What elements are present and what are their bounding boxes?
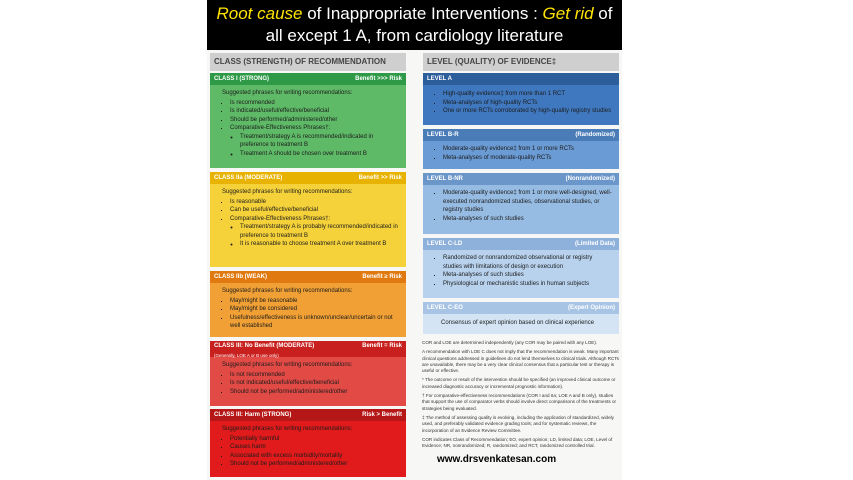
level-b-nr-box	[423, 173, 619, 234]
list-item: ▪ Is not indicated/useful/effective/beneficial	[230, 379, 400, 388]
level-b-nr-name: LEVEL B-NR	[427, 176, 463, 182]
level-c-ld-bar	[423, 238, 619, 250]
sub-list-item: ◦ Treatment A should be chosen over treatment B	[240, 150, 400, 159]
class-iii-harm-relation: Risk > Benefit	[362, 412, 402, 418]
class-iib-lead: Suggested phrases for writing recommendations:	[222, 288, 353, 294]
class-i-lead: Suggested phrases for writing recommendations:	[222, 90, 353, 96]
list-item: ▪ Should not be performed/administered/other	[230, 460, 400, 469]
list-item: ▪ One or more RCTs corroborated by high-quality registry studies	[443, 107, 613, 116]
list-item: ▪ Is not recommended	[230, 371, 400, 380]
class-iii-harm-name: CLASS III: Harm (STRONG)	[214, 412, 292, 418]
level-c-ld-qualifier: (Limited Data)	[574, 241, 615, 247]
level-b-r-name: LEVEL B-R	[427, 132, 459, 138]
list-item	[230, 215, 400, 249]
title-highlight-get-rid: Get rid	[542, 4, 594, 23]
list-item: ▪ Should not be performed/administered/other	[230, 388, 400, 397]
list-item: ▪ Meta-analyses of high-quality RCTs	[443, 99, 613, 108]
list-item: ▪ Meta-analyses of such studies	[443, 215, 613, 224]
level-c-eo-qualifier: (Expert Opinion)	[568, 305, 615, 311]
footnote: A recommendation with LOE C does not imply that the recommendation is weak. Many important clinical questions addressed in guidelines do not lend themselves to clinical trials. Although RCTs are unavailable, there may be a very clear clinical consensus that a particular test or therapy is useful or effective.	[422, 349, 619, 374]
list-item: ▪ Meta-analyses of such studies	[443, 271, 613, 280]
cor-column-header: CLASS (STRENGTH) OF RECOMMENDATION	[210, 53, 406, 71]
list-item: ▪ May/might be considered	[230, 305, 400, 314]
level-c-ld-name: LEVEL C-LD	[427, 241, 463, 247]
title-highlight-root-cause: Root cause	[216, 4, 303, 23]
footnotes	[422, 340, 620, 452]
class-iib-name: CLASS IIb (WEAK)	[214, 274, 267, 280]
list-item	[230, 124, 400, 158]
list-item: ▪ High-quality evidence‡ from more than 1 RCT	[443, 90, 613, 99]
class-iii-harm-lead: Suggested phrases for writing recommendations:	[222, 426, 353, 432]
class-iia-lead: Suggested phrases for writing recommendations:	[222, 189, 353, 195]
list-item: ▪ Can be useful/effective/beneficial	[230, 206, 400, 215]
level-b-nr-qualifier: (Nonrandomized)	[565, 176, 615, 182]
sub-list-item: ◦ Treatment/strategy A is probably recommended/indicated in preference to treatment B	[240, 223, 400, 240]
footnote: COR indicates Class of Recommendation; EO, expert opinion; LD, limited data; LOE, Level of Evidence; NR, nonrandomized; R, randomized; and RCT, randomized controlled trial.	[422, 436, 613, 449]
class-iii-no-benefit-lead: Suggested phrases for writing recommendations:	[222, 362, 353, 368]
class-iii-harm-body	[210, 421, 406, 477]
list-item: ▪ Moderate-quality evidence‡ from 1 or more RCTs	[443, 145, 613, 154]
class-iia-bar	[210, 172, 406, 184]
list-item: ▪ May/might be reasonable	[230, 297, 400, 306]
class-iii-no-benefit-name: CLASS III: No Benefit (MODERATE)	[214, 343, 315, 349]
footnote: ‡ The method of assessing quality is evolving, including the application of standardized, widely used, and preferably validated evidence grading tools; and for systematic reviews, the incorporation of an Evidence Review Committee.	[422, 414, 614, 433]
title-text-2: of all except 1 A, from cardiology literature	[265, 4, 613, 45]
class-iii-harm-box	[210, 409, 406, 477]
class-iib-bar	[210, 271, 406, 283]
level-c-ld-body	[423, 250, 619, 298]
level-b-r-body	[423, 141, 619, 169]
class-iia-relation: Benefit >> Risk	[358, 175, 402, 181]
class-iia-box	[210, 172, 406, 267]
list-item: ▪ Randomized or nonrandomized observational or registry studies with limitations of design or execution	[443, 254, 613, 271]
level-c-eo-bar	[423, 302, 619, 314]
class-iib-relation: Benefit ≥ Risk	[362, 274, 402, 280]
list-item-text: Comparative-Effectiveness Phrases†:	[230, 215, 331, 222]
website-watermark: www.drsvenkatesan.com	[437, 454, 557, 465]
list-item: ▪ Is recommended	[230, 99, 400, 108]
sub-list-item: ◦ Treatment/strategy A is recommended/indicated in preference to treatment B	[240, 133, 400, 150]
level-a-name: LEVEL A	[427, 76, 453, 82]
level-b-r-box	[423, 129, 619, 169]
class-iii-no-benefit-box	[210, 341, 406, 405]
class-i-body	[210, 85, 406, 168]
list-item: ▪ Causes harm	[230, 443, 400, 452]
class-iib-body	[210, 283, 406, 337]
level-c-eo-box	[423, 302, 619, 334]
guideline-table-image	[207, 50, 622, 480]
list-item: ▪ Should be performed/administered/other	[230, 116, 400, 125]
level-b-r-bar	[423, 129, 619, 141]
sub-list-item: ◦ It is reasonable to choose treatment A over treatment B	[240, 240, 400, 249]
list-item: ▪ Associated with excess morbidity/mortality	[230, 452, 400, 461]
level-a-body	[423, 85, 619, 125]
list-item: ▪ Meta-analyses of moderate-quality RCTs	[443, 154, 613, 163]
footnote: * The outcome or result of the intervention should be specified (an improved clinical outcome or increased diagnostic accuracy or incremental prognostic information).	[422, 377, 616, 389]
level-c-ld-box	[423, 238, 619, 298]
class-iii-no-benefit-body	[210, 357, 406, 406]
class-i-relation: Benefit >>> Risk	[355, 76, 402, 82]
level-a-box	[423, 73, 619, 125]
list-item: ▪ Potentially harmful	[230, 435, 400, 444]
level-c-eo-name: LEVEL C-EO	[427, 305, 463, 311]
class-iii-no-benefit-relation: Benefit = Risk	[362, 343, 402, 349]
list-item: ▪ Physiological or mechanistic studies in human subjects	[443, 280, 613, 289]
class-i-box	[210, 73, 406, 168]
loe-column-header: LEVEL (QUALITY) OF EVIDENCE‡	[423, 53, 619, 71]
list-item: ▪ Is indicated/useful/effective/beneficial	[230, 107, 400, 116]
list-item: ▪ Is reasonable	[230, 198, 400, 207]
class-iib-box	[210, 271, 406, 337]
class-iia-body	[210, 184, 406, 267]
list-item-text: Comparative-Effectiveness Phrases†:	[230, 125, 331, 131]
class-iii-no-benefit-bar	[210, 341, 406, 357]
level-b-nr-bar	[423, 173, 619, 185]
list-item: ▪ Moderate-quality evidence‡ from 1 or more well-designed, well-executed nonrandomized studies, observational studies, or registry studies	[443, 189, 613, 215]
class-iii-harm-bar	[210, 409, 406, 421]
class-iii-no-benefit-note: (Generally, LOE A or B use only)	[214, 353, 279, 358]
footnote: † For comparative-effectiveness recommendations (COR I and IIa; LOE A and B only), studies that support the use of comparator verbs should involve direct comparisons of the treatments or strategies being evaluated.	[422, 393, 617, 411]
slide-title	[207, 0, 622, 50]
title-text-1: of Inappropriate Interventions :	[302, 4, 543, 23]
level-c-eo-body: Consensus of expert opinion based on clinical experience	[423, 314, 619, 334]
level-b-nr-body	[423, 185, 619, 234]
class-iia-name: CLASS IIa (MODERATE)	[214, 175, 283, 181]
level-b-r-qualifier: (Randomized)	[575, 132, 615, 138]
level-a-bar	[423, 73, 619, 85]
class-i-name: CLASS I (STRONG)	[214, 76, 269, 82]
footnote: COR and LOE are determined independently (any COR may be paired with any LOE).	[422, 340, 598, 345]
list-item: ▪ Usefulness/effectiveness is unknown/unclear/uncertain or not well established	[230, 314, 400, 331]
class-i-bar	[210, 73, 406, 85]
